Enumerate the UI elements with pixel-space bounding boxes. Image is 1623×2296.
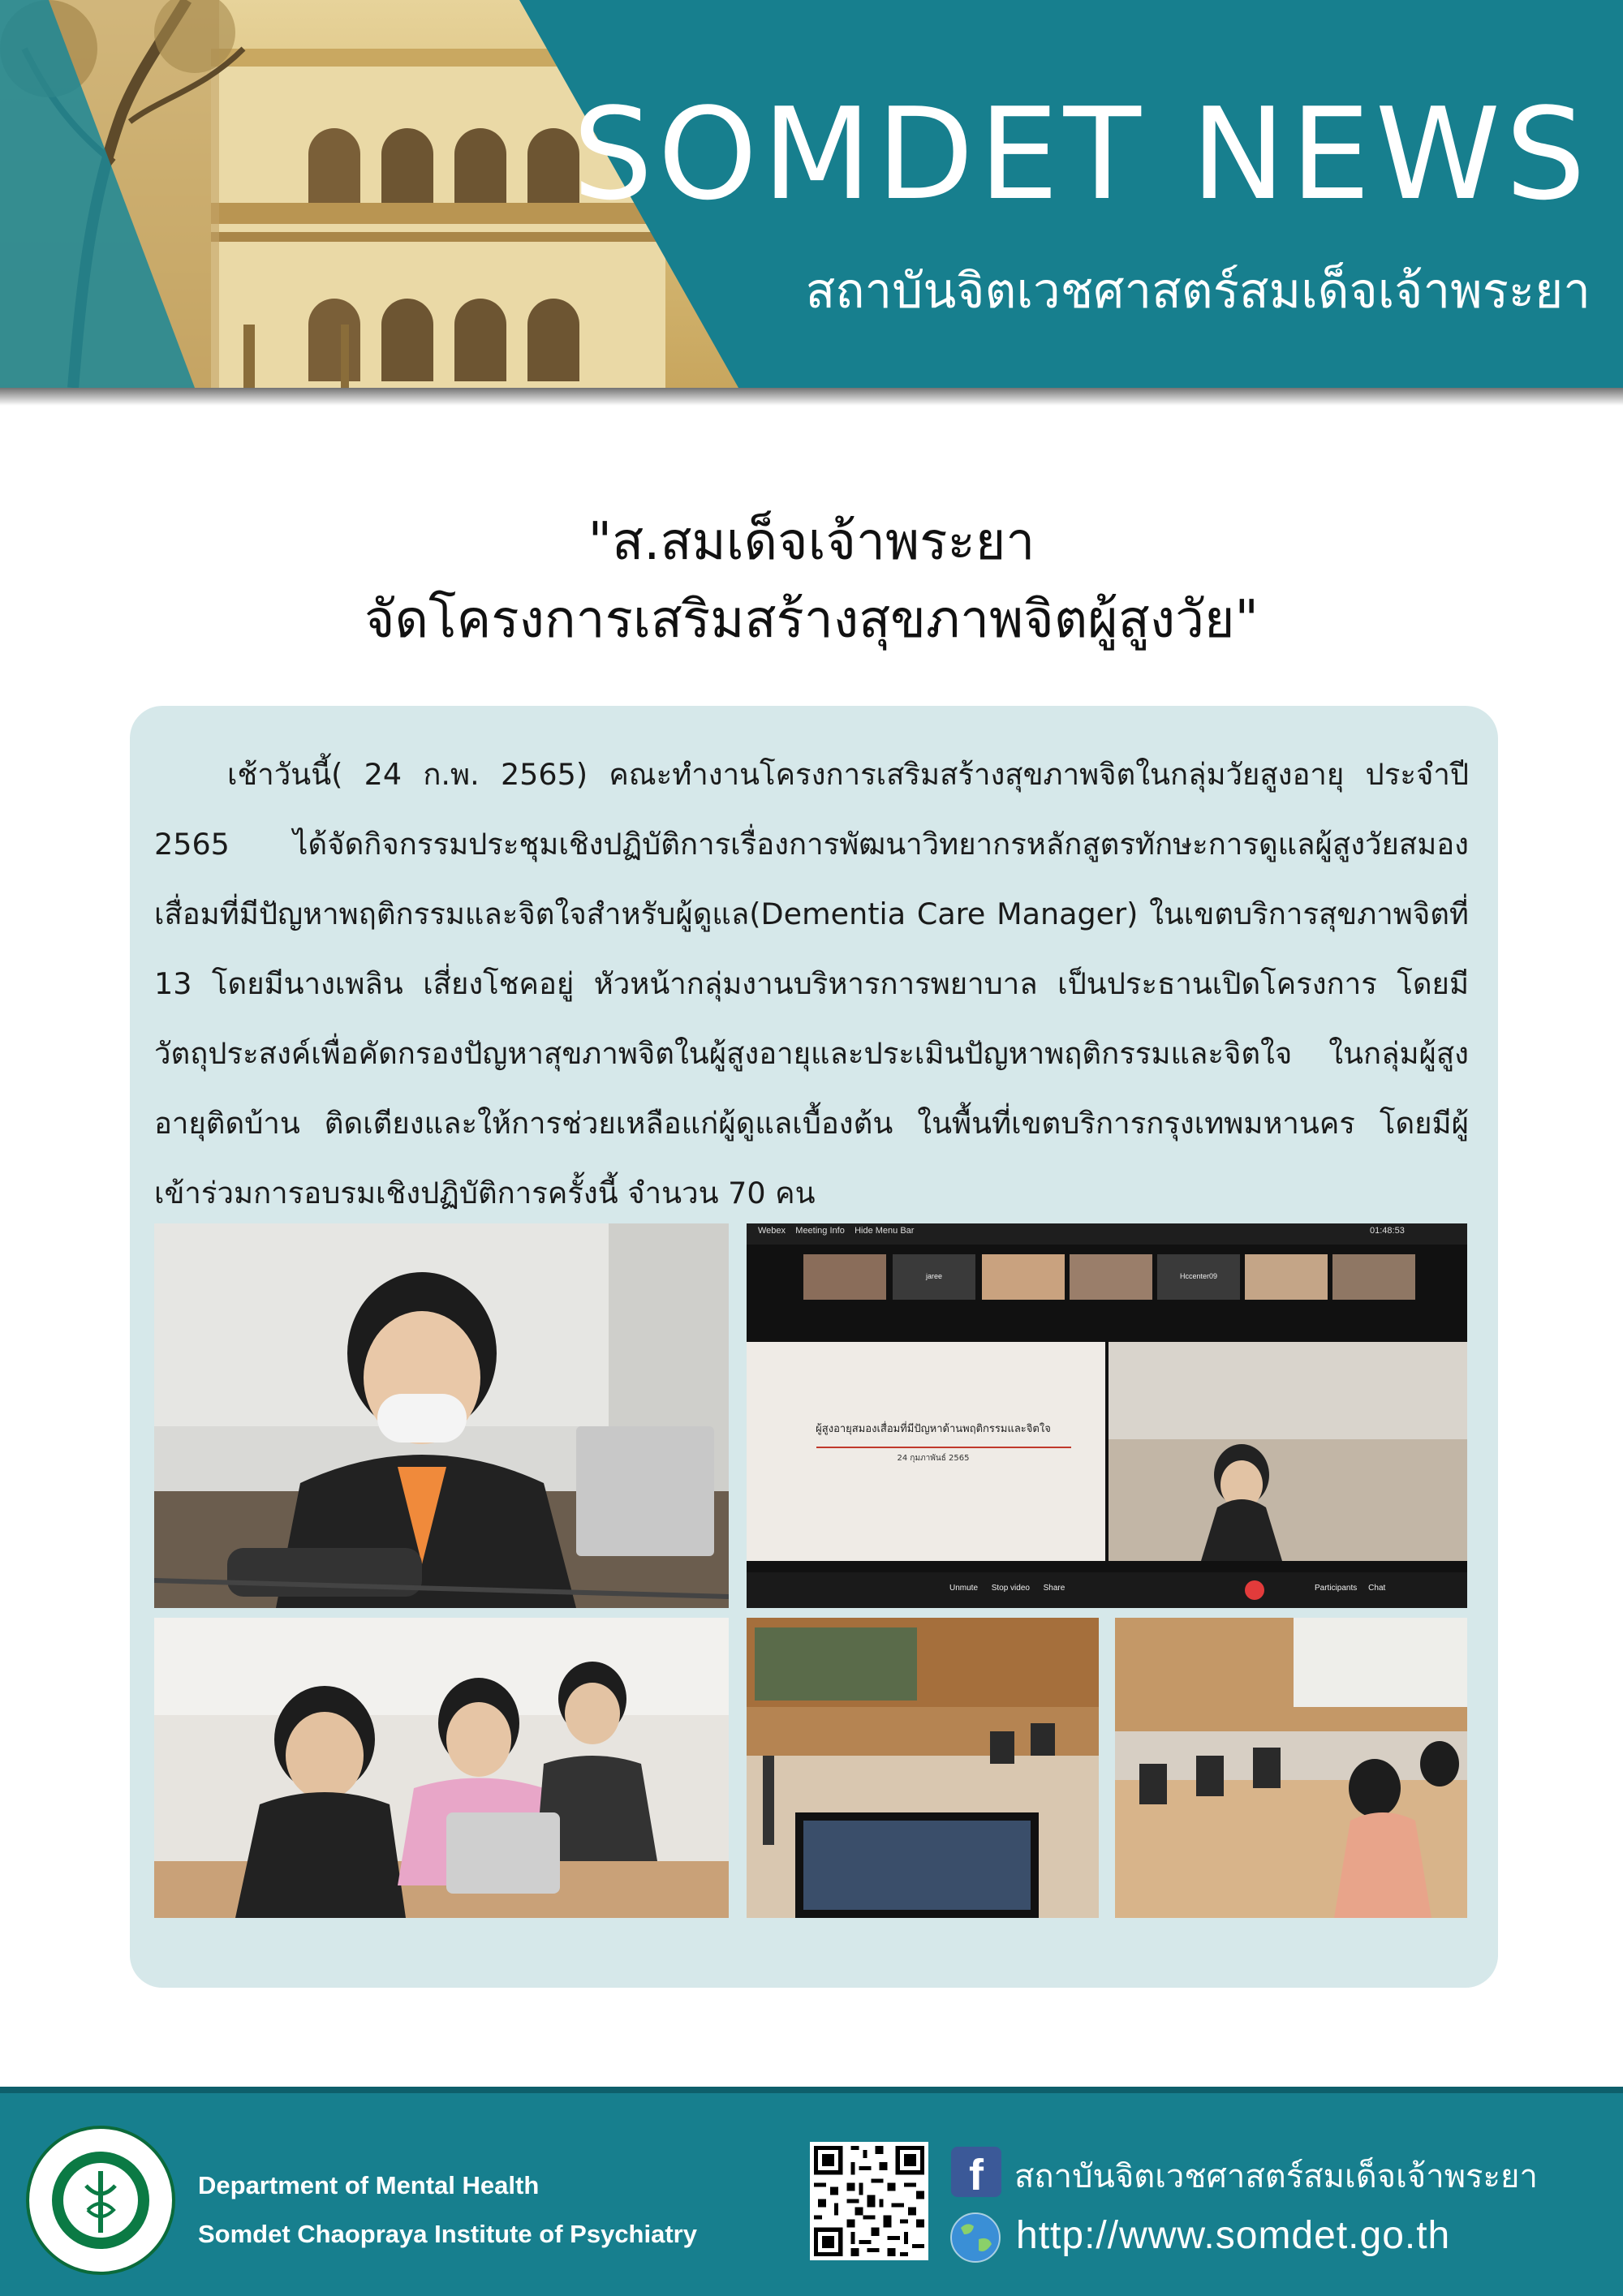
article-text: เช้าวันนี้( 24 ก.พ. 2565) คณะทำงานโครงการเสริมสร้างสุขภาพจิตในกลุ่มวัยสูงอายุ ประจำปี 2565 ได้จัดกิจกรรมประชุมเชิงปฏิบัติการเรื่องการพัฒนาวิทยากรหลักสูตรทักษะการดูแลผู้สูงวัยสมองเสื่อมที่มีปัญหาพฤติกรรมและจิตใจสำหรับผู้ดูแล(Dementia Care Manager) ในเขตบริการสุขภาพจิตที่ 13 โดยมีนางเพลิน เสี่ยงโชคอยู่ หัวหน้ากลุ่มงานบริหารการพยาบาล เป็นประธานเปิดโครงการ โดยมีวัตถุประสงค์เพื่อคัดกรองปัญหาสุขภาพจิตในผู้สูงอายุและประเมินปัญหาพฤติกรรมและจิตใจ ในกลุ่มผู้สูงอายุติดบ้าน ติดเตียงและให้การช่วยเหลือแก่ผู้ดูแลเบื้องต้น ในพื้นที่เขตบริการกรุงเทพมหานคร โดยมีผู้เข้าร่วมการอบรมเชิงปฏิบัติการครั้งนี้ จำนวน 70 คน — [154, 757, 1469, 1210]
ministry-logo — [26, 2126, 175, 2275]
photo-classroom — [1115, 1618, 1467, 1918]
headline-line-1: "ส.สมเด็จเจ้าพระยา — [588, 512, 1035, 572]
qr-code[interactable] — [810, 2142, 928, 2260]
footer-divider — [0, 2087, 1623, 2093]
webex-menu-meeting-info[interactable]: Meeting Info — [795, 1226, 845, 1236]
participant-name: Hccenter09 — [1179, 1272, 1218, 1280]
facebook-page-link[interactable]: สถาบันจิตเวชศาสตร์สมเด็จเจ้าพระยา — [1014, 2158, 1538, 2195]
header-banner — [0, 0, 1623, 389]
participants-button[interactable]: Participants — [1315, 1584, 1358, 1593]
department-name: Department of Mental Health — [198, 2171, 540, 2199]
slide-date: 24 กุมภาพันธ์ 2565 — [897, 1454, 970, 1463]
chat-button[interactable]: Chat — [1368, 1584, 1386, 1593]
photo-speaker — [154, 1223, 729, 1608]
photo-training-room — [747, 1618, 1099, 1918]
stop-video-button[interactable]: Stop video — [991, 1584, 1030, 1593]
institute-english-name: Somdet Chaopraya Institute of Psychiatry — [198, 2220, 697, 2248]
slide-title: ผู้สูงอายุสมองเสื่อมที่มีปัญหาด้านพฤติกรรมและจิตใจ — [816, 1423, 1051, 1435]
participant-name: jaree — [925, 1272, 942, 1280]
webex-app-name: Webex — [758, 1226, 786, 1236]
photo-attendees — [154, 1618, 729, 1918]
article-body — [154, 740, 1469, 1228]
newsletter-title: SOMDET NEWS — [572, 80, 1591, 228]
facebook-icon[interactable]: f — [951, 2147, 1001, 2197]
website-link[interactable]: http://www.somdet.go.th — [1016, 2214, 1451, 2257]
globe-icon — [948, 2210, 1003, 2265]
unmute-button[interactable]: Unmute — [949, 1584, 979, 1593]
share-button[interactable]: Share — [1043, 1584, 1065, 1593]
headline — [0, 503, 1623, 659]
institute-name: สถาบันจิตเวชศาสตร์สมเด็จเจ้าพระยา — [805, 263, 1591, 320]
webex-menu-hide[interactable]: Hide Menu Bar — [855, 1226, 915, 1236]
headline-line-2: จัดโครงการเสริมสร้างสุขภาพจิตผู้สูงวัย" — [364, 590, 1259, 650]
department-block — [198, 2161, 697, 2259]
webex-clock: 01:48:53 — [1370, 1226, 1405, 1236]
header-shadow — [0, 388, 1623, 406]
photo-online-meeting — [747, 1223, 1467, 1608]
